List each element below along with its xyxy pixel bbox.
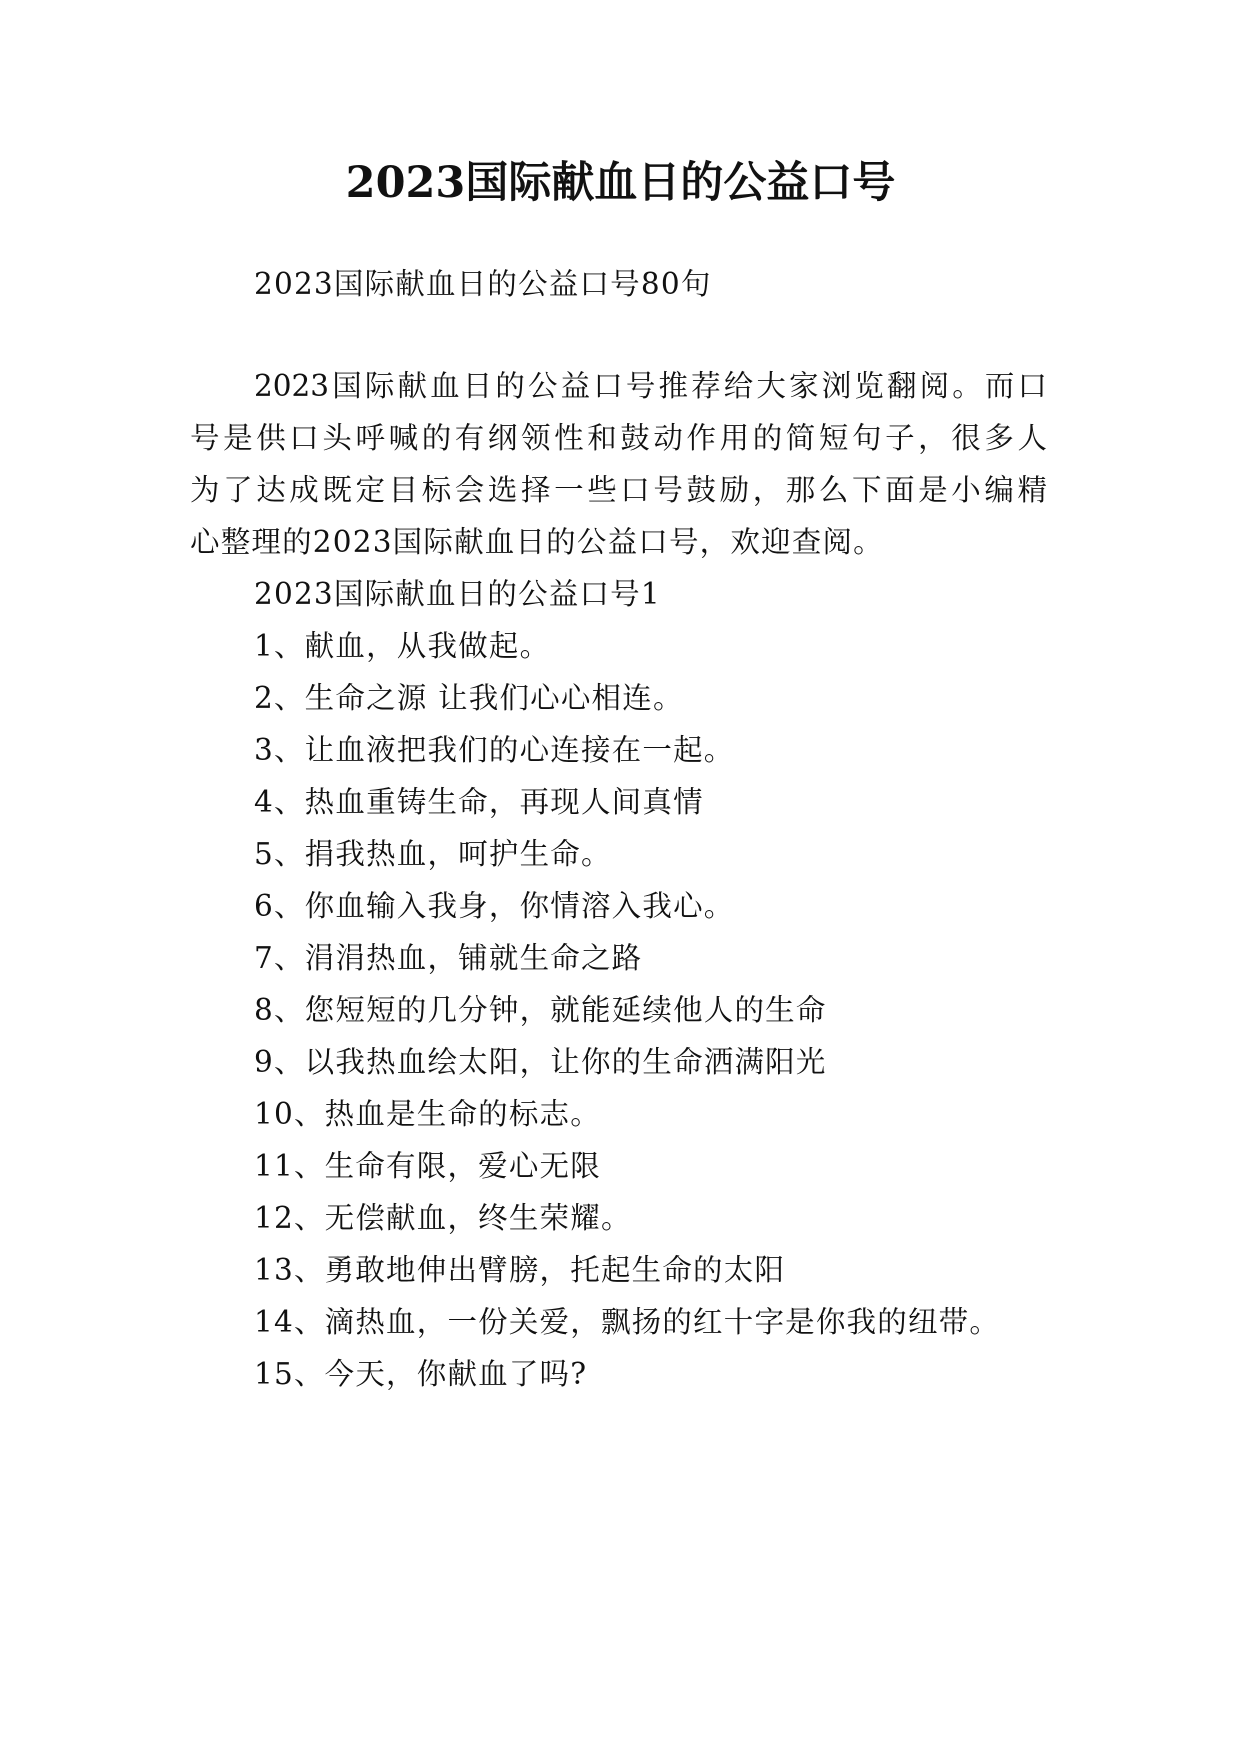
slogan-item: 8、您短短的几分钟，就能延续他人的生命	[254, 993, 827, 1027]
slogan-item: 7、涓涓热血，铺就生命之路	[254, 941, 643, 975]
slogan-item: 9、以我热血绘太阳，让你的生命洒满阳光	[254, 1045, 827, 1079]
document-title: 2023国际献血日的公益口号	[345, 158, 896, 208]
slogan-item: 6、你血输入我身，你情溶入我心。	[254, 889, 735, 923]
slogan-item: 3、让血液把我们的心连接在一起。	[254, 733, 735, 767]
intro-line: 为了达成既定目标会选择一些口号鼓励，那么下面是小编精	[190, 473, 1047, 507]
section-heading: 2023国际献血日的公益口号1	[254, 577, 661, 611]
intro-line: 2023国际献血日的公益口号推荐给大家浏览翻阅。而口	[254, 369, 1047, 403]
slogan-item: 2、生命之源 让我们心心相连。	[254, 681, 684, 715]
slogan-item: 11、生命有限，爱心无限	[254, 1149, 601, 1183]
slogan-item: 1、献血，从我做起。	[254, 629, 551, 663]
intro-line: 号是供口头呼喊的有纲领性和鼓动作用的简短句子，很多人	[190, 421, 1047, 455]
slogan-item: 14、滴热血，一份关爱，飘扬的红十字是你我的纽带。	[254, 1305, 1001, 1339]
slogan-item: 12、无偿献血，终生荣耀。	[254, 1201, 632, 1235]
intro-line: 心整理的2023国际献血日的公益口号，欢迎查阅。	[190, 525, 884, 559]
document-subtitle: 2023国际献血日的公益口号80句	[254, 267, 712, 301]
slogan-item: 4、热血重铸生命，再现人间真情	[254, 785, 704, 819]
slogan-item: 10、热血是生命的标志。	[254, 1097, 601, 1131]
slogan-item: 5、捐我热血，呵护生命。	[254, 837, 612, 871]
slogan-item: 13、勇敢地伸出臂膀，托起生命的太阳	[254, 1253, 786, 1287]
slogan-item: 15、今天，你献血了吗?	[254, 1357, 588, 1391]
